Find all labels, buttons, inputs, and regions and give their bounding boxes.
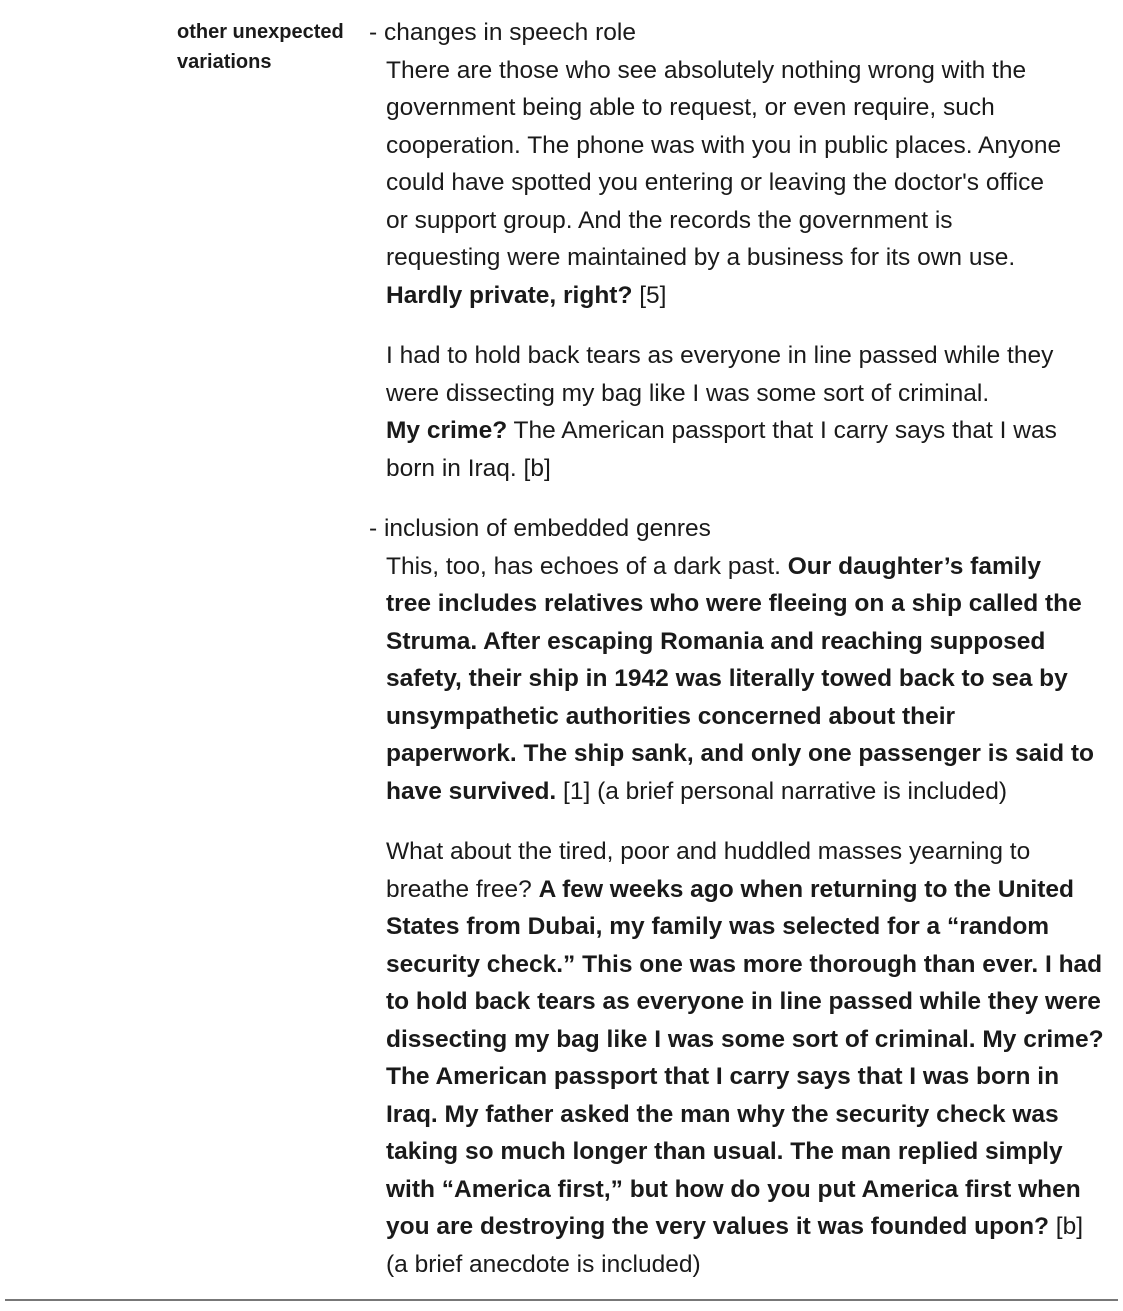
plain-text: What about the tired, poor and huddled masses yearning to (386, 838, 1031, 865)
plain-text: government being able to request, or even require, such (386, 94, 995, 121)
bold-text: taking so much longer than usual. The man replied simply (386, 1138, 1063, 1165)
row-label-line: variations (177, 51, 272, 73)
text-line (386, 375, 1119, 413)
example-paragraph (386, 833, 1119, 1283)
bold-text: Hardly private, right? (386, 281, 633, 309)
examples-column (369, 14, 1119, 1283)
paragraph-spacer (369, 810, 1119, 833)
bold-text: paperwork. The ship sank, and only one passenger is said to (386, 740, 1094, 767)
text-line (386, 548, 1119, 586)
text-line (386, 946, 1119, 984)
text-line (386, 1171, 1119, 1209)
plain-text: The American passport that I carry says that I was (507, 417, 1057, 444)
plain-text: [b] (1049, 1213, 1084, 1240)
text-line (386, 1246, 1119, 1284)
bold-text: to hold back tears as everyone in line passed while they were (386, 988, 1101, 1015)
text-line (386, 585, 1119, 623)
example-paragraph (386, 548, 1119, 811)
plain-text: or support group. And the records the government is (386, 206, 953, 234)
bold-text: safety, their ship in 1942 was literally towed back to sea by (386, 665, 1068, 692)
plain-text: requesting were maintained by a business for its own use. (386, 244, 1016, 271)
text-line (386, 623, 1119, 661)
text-line (386, 1021, 1119, 1059)
plain-text: born in Iraq. [b] (386, 454, 551, 482)
plain-text: (a brief anecdote is included) (386, 1250, 701, 1278)
plain-text: [1] (a brief personal narrative is included) (556, 777, 1007, 805)
section-heading: - inclusion of embedded genres (369, 515, 711, 542)
text-line (386, 239, 1119, 277)
example-paragraph (386, 337, 1119, 487)
bold-text: you are destroying the very values it was founded upon? (386, 1213, 1049, 1240)
plain-text: were dissecting my bag like I was some sort of criminal. (386, 379, 990, 407)
bold-text: security check.” This one was more thorough than ever. I had (386, 950, 1103, 978)
bold-text: My crime? (386, 417, 508, 444)
bold-text: The American passport that I carry says that I was born in (386, 1063, 1060, 1090)
section-spacer (369, 487, 1119, 510)
bold-text: Our daughter’s family (787, 552, 1041, 580)
plain-text: [5] (632, 281, 667, 309)
text-line (386, 52, 1119, 90)
text-line (386, 908, 1119, 946)
text-line (386, 164, 1119, 202)
text-line (386, 337, 1119, 375)
text-line (386, 450, 1119, 488)
text-line (386, 1058, 1119, 1096)
bold-text: dissecting my bag like I was some sort of criminal. My crime? (386, 1025, 1104, 1053)
row-label-line: other unexpected (177, 21, 344, 43)
text-line (386, 698, 1119, 736)
bold-text: with “America first,” but how do you put America first when (386, 1175, 1081, 1203)
text-line (386, 1133, 1119, 1171)
bold-text: Iraq. My father asked the man why the security check was (386, 1100, 1059, 1128)
plain-text: could have spotted you entering or leaving the doctor's office (386, 169, 1044, 196)
bold-text: A few weeks ago when returning to the United (538, 875, 1074, 903)
text-line (386, 202, 1119, 240)
text-line (386, 871, 1119, 909)
section-heading: - changes in speech role (369, 19, 636, 46)
text-line (386, 277, 1119, 315)
text-line (386, 773, 1119, 811)
bold-text: Struma. After escaping Romania and reaching supposed (386, 627, 1046, 655)
plain-text: breathe free? (386, 875, 539, 903)
bold-text: have survived. (386, 777, 557, 805)
table-bottom-rule (5, 1299, 1118, 1301)
bold-text: tree includes relatives who were fleeing on a ship called the (386, 590, 1082, 617)
plain-text: This, too, has echoes of a dark past. (386, 552, 788, 580)
plain-text: cooperation. The phone was with you in public places. Anyone (386, 131, 1062, 159)
plain-text: There are those who see absolutely nothing wrong with the (386, 56, 1027, 84)
text-line (386, 983, 1119, 1021)
row-label (177, 17, 367, 77)
paragraph-spacer (369, 314, 1119, 337)
bold-text: States from Dubai, my family was selected for a “random (386, 913, 1050, 940)
text-line (386, 89, 1119, 127)
text-line (386, 1208, 1119, 1246)
text-line (386, 660, 1119, 698)
bold-text: unsympathetic authorities concerned about their (386, 702, 956, 730)
plain-text: I had to hold back tears as everyone in line passed while they (386, 342, 1054, 369)
text-line (386, 735, 1119, 773)
example-paragraph (386, 52, 1119, 315)
text-line (386, 1096, 1119, 1134)
text-line (386, 833, 1119, 871)
text-line (386, 412, 1119, 450)
text-line (386, 127, 1119, 165)
